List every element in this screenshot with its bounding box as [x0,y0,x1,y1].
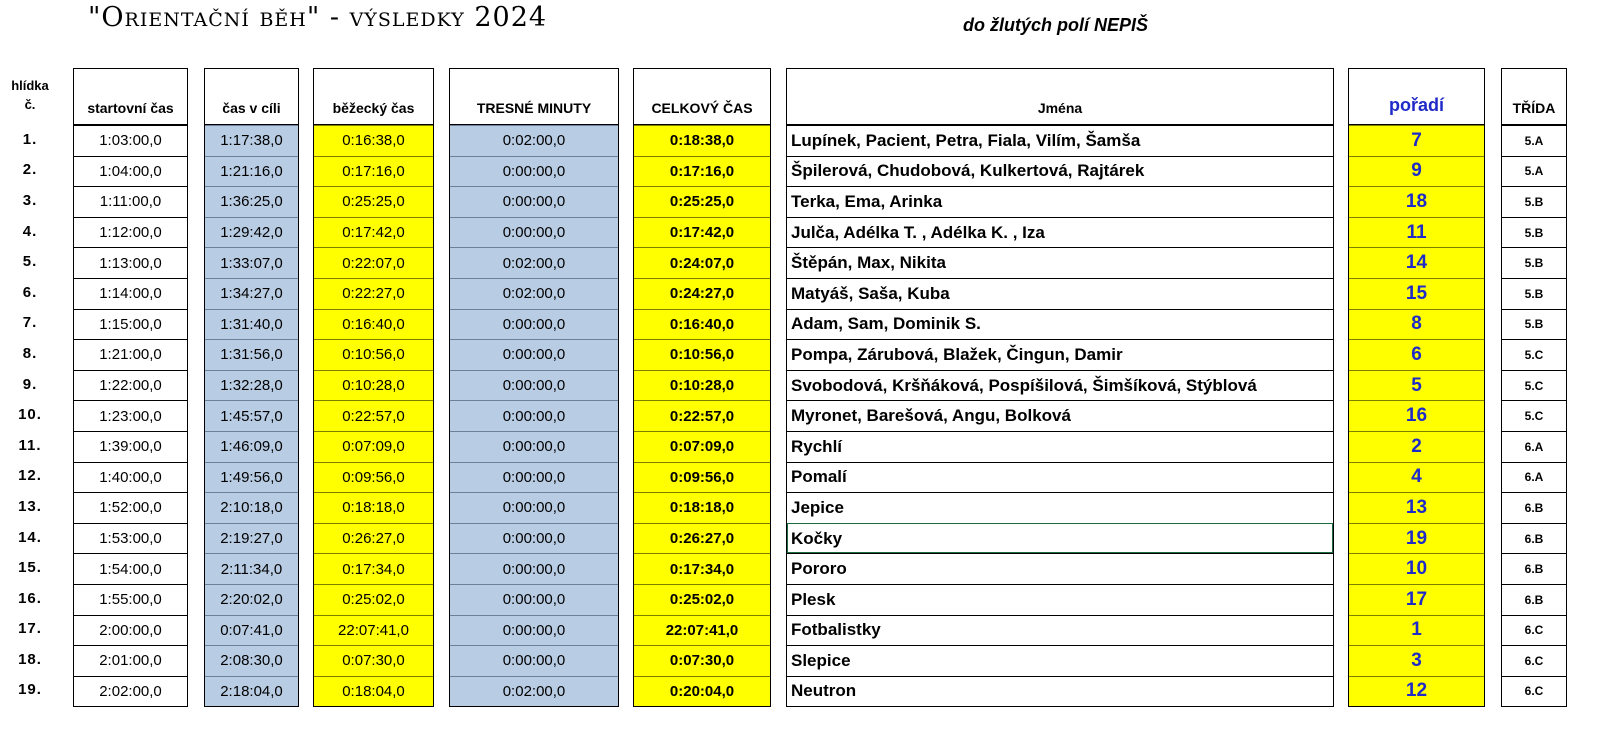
cell-num[interactable]: 14. [18,528,42,546]
cell-run[interactable]: 0:18:18,0 [314,492,433,523]
cell-start[interactable]: 1:04:00,0 [74,156,187,187]
cell-rank[interactable]: 13 [1349,492,1484,523]
cell-penalty[interactable]: 0:00:00,0 [450,217,618,248]
cell-finish[interactable]: 1:33:07,0 [205,247,298,278]
column-rank [1348,68,1485,707]
cell-class[interactable]: 6.C [1502,645,1566,676]
cell-total[interactable]: 0:17:42,0 [634,217,770,248]
cell-class[interactable]: 6.A [1502,462,1566,493]
cell-names[interactable]: Neutron [787,676,1333,707]
cell-class[interactable]: 5.B [1502,309,1566,340]
cell-num[interactable]: 5. [22,253,38,271]
cell-rank[interactable]: 12 [1349,676,1484,707]
cell-num[interactable]: 11. [18,436,42,454]
cell-num[interactable]: 2. [22,161,38,179]
cell-class[interactable]: 6.B [1502,492,1566,523]
cell-names[interactable]: Adam, Sam, Dominik S. [787,309,1333,340]
cell-start[interactable]: 2:01:00,0 [74,645,187,676]
cell-rank[interactable]: 4 [1349,462,1484,493]
column-start-time [73,68,188,707]
cell-names[interactable]: Rychlí [787,431,1333,462]
header-run-time: běžecký čas [313,68,434,124]
cell-finish[interactable]: 2:10:18,0 [205,492,298,523]
header-patrol-number [2,68,58,124]
cell-penalty[interactable]: 0:02:00,0 [450,125,618,156]
cell-num[interactable]: 13. [18,497,42,515]
cell-start[interactable]: 1:03:00,0 [74,125,187,156]
cell-class[interactable]: 5.C [1502,370,1566,401]
cell-penalty[interactable]: 0:00:00,0 [450,584,618,615]
cell-rank[interactable]: 1 [1349,615,1484,646]
header-names: Jména [786,68,1334,124]
cell-total[interactable]: 0:26:27,0 [634,523,770,554]
cell-run[interactable]: 0:25:25,0 [314,186,433,217]
header-penalty: TRESNÉ MINUTY [449,68,619,124]
cell-finish[interactable]: 1:36:25,0 [205,186,298,217]
cell-start[interactable]: 1:39:00,0 [74,431,187,462]
page-title: "Orientační běh" - výsledky 2024 [88,2,548,33]
cell-class[interactable]: 5.B [1502,186,1566,217]
cell-class[interactable]: 6.C [1502,615,1566,646]
header-start-time: startovní čas [73,68,188,124]
cell-class[interactable]: 5.C [1502,400,1566,431]
cell-run[interactable]: 0:25:02,0 [314,584,433,615]
cell-num[interactable]: 18. [18,650,42,668]
cell-finish[interactable]: 1:46:09,0 [205,431,298,462]
cell-run[interactable]: 0:18:04,0 [314,676,433,707]
cell-names[interactable]: Lupínek, Pacient, Petra, Fiala, Vilím, Šamša [787,125,1333,156]
cell-start[interactable]: 1:13:00,0 [74,247,187,278]
cell-rank[interactable]: 14 [1349,247,1484,278]
cell-names[interactable]: Fotbalistky [787,615,1333,646]
cell-total[interactable]: 0:22:57,0 [634,400,770,431]
cell-run[interactable]: 22:07:41,0 [314,615,433,646]
cell-run[interactable]: 0:09:56,0 [314,462,433,493]
cell-start[interactable]: 2:02:00,0 [74,676,187,707]
cell-total[interactable]: 0:17:34,0 [634,553,770,584]
cell-finish[interactable]: 1:31:40,0 [205,309,298,340]
cell-names[interactable]: Jepice [787,492,1333,523]
cell-names[interactable]: Plesk [787,584,1333,615]
cell-num[interactable]: 16. [18,589,42,607]
cell-rank[interactable]: 7 [1349,125,1484,156]
cell-class[interactable]: 6.B [1502,553,1566,584]
cell-finish[interactable]: 1:49:56,0 [205,462,298,493]
cell-rank[interactable]: 16 [1349,400,1484,431]
cell-finish[interactable]: 2:19:27,0 [205,523,298,554]
cell-rank[interactable]: 8 [1349,309,1484,340]
cell-class[interactable]: 5.A [1502,125,1566,156]
cell-total[interactable]: 0:10:56,0 [634,339,770,370]
cell-run[interactable]: 0:16:40,0 [314,309,433,340]
column-patrol-number [2,68,58,705]
cell-penalty[interactable]: 0:00:00,0 [450,645,618,676]
cell-total[interactable]: 0:16:40,0 [634,309,770,340]
cell-names[interactable]: Pororo [787,553,1333,584]
cell-penalty[interactable]: 0:00:00,0 [450,186,618,217]
cell-names[interactable]: Kočky [787,523,1333,554]
header-class: TŘÍDA [1501,68,1567,124]
cell-total[interactable]: 0:18:38,0 [634,125,770,156]
cell-start[interactable]: 2:00:00,0 [74,615,187,646]
cell-class[interactable]: 5.B [1502,217,1566,248]
column-names [786,68,1334,707]
cell-start[interactable]: 1:54:00,0 [74,553,187,584]
cell-run[interactable]: 0:07:09,0 [314,431,433,462]
cell-run[interactable]: 0:16:38,0 [314,125,433,156]
instruction-note: do žlutých polí NEPIŠ [963,15,1149,35]
header-total-time: CELKOVÝ ČAS [633,68,771,124]
cell-names[interactable]: Svobodová, Kršňáková, Pospíšilová, Šimšíková, Stýblová [787,370,1333,401]
cell-run[interactable]: 0:10:28,0 [314,370,433,401]
cell-finish[interactable]: 1:21:16,0 [205,156,298,187]
column-finish-time [204,68,299,707]
cell-total[interactable]: 0:07:30,0 [634,645,770,676]
cell-total[interactable]: 22:07:41,0 [634,615,770,646]
cell-start[interactable]: 1:40:00,0 [74,462,187,493]
cell-penalty[interactable]: 0:02:00,0 [450,247,618,278]
cell-rank[interactable]: 11 [1349,217,1484,248]
cell-names[interactable]: Pomalí [787,462,1333,493]
cell-run[interactable]: 0:22:57,0 [314,400,433,431]
cell-rank[interactable]: 9 [1349,156,1484,187]
header-patrol-line2: č. [24,97,36,112]
cell-finish[interactable]: 2:11:34,0 [205,553,298,584]
cell-rank[interactable]: 17 [1349,584,1484,615]
cell-rank[interactable]: 10 [1349,553,1484,584]
cell-penalty[interactable]: 0:00:00,0 [450,400,618,431]
cell-finish[interactable]: 2:18:04,0 [205,676,298,707]
cell-class[interactable]: 5.A [1502,156,1566,187]
cell-total[interactable]: 0:10:28,0 [634,370,770,401]
cell-run[interactable]: 0:07:30,0 [314,645,433,676]
cell-num[interactable]: 7. [22,314,38,332]
cell-start[interactable]: 1:21:00,0 [74,339,187,370]
cell-names[interactable]: Pompa, Zárubová, Blažek, Čingun, Damir [787,339,1333,370]
cell-penalty[interactable]: 0:00:00,0 [450,370,618,401]
cell-rank[interactable]: 15 [1349,278,1484,309]
header-rank: pořadí [1348,68,1485,124]
cell-names[interactable]: Štěpán, Max, Nikita [787,247,1333,278]
cell-num[interactable]: 4. [22,222,38,240]
cell-penalty[interactable]: 0:00:00,0 [450,523,618,554]
cell-num[interactable]: 10. [18,406,42,424]
cell-total[interactable]: 0:07:09,0 [634,431,770,462]
cell-class[interactable]: 6.B [1502,584,1566,615]
header-patrol-line1: hlídka [11,78,49,94]
cell-num[interactable]: 12. [18,467,42,485]
cell-penalty[interactable]: 0:00:00,0 [450,309,618,340]
cell-start[interactable]: 1:15:00,0 [74,309,187,340]
cell-total[interactable]: 0:09:56,0 [634,462,770,493]
cell-finish[interactable]: 1:32:28,0 [205,370,298,401]
column-total-time [633,68,771,707]
cell-start[interactable]: 1:11:00,0 [74,186,187,217]
cell-names[interactable]: Myronet, Barešová, Angu, Bolková [787,400,1333,431]
cell-start[interactable]: 1:23:00,0 [74,400,187,431]
cell-penalty[interactable]: 0:00:00,0 [450,339,618,370]
cell-total[interactable]: 0:24:07,0 [634,247,770,278]
cell-class[interactable]: 5.C [1502,339,1566,370]
cell-start[interactable]: 1:12:00,0 [74,217,187,248]
cell-run[interactable]: 0:26:27,0 [314,523,433,554]
cell-num[interactable]: 8. [22,344,38,362]
cell-num[interactable]: 9. [22,375,38,393]
cell-penalty[interactable]: 0:00:00,0 [450,156,618,187]
cell-num[interactable]: 3. [22,191,38,209]
header-finish-time: čas v cíli [204,68,299,124]
cell-class[interactable]: 5.B [1502,278,1566,309]
cell-num[interactable]: 15. [18,559,42,577]
cell-class[interactable]: 6.A [1502,431,1566,462]
cell-rank[interactable]: 2 [1349,431,1484,462]
cell-names[interactable]: Terka, Ema, Arinka [787,186,1333,217]
column-run-time [313,68,434,707]
cell-penalty[interactable]: 0:00:00,0 [450,492,618,523]
cell-start[interactable]: 1:53:00,0 [74,523,187,554]
cell-num[interactable]: 19. [18,681,42,699]
cell-finish[interactable]: 1:34:27,0 [205,278,298,309]
cell-names[interactable]: Julča, Adélka T. , Adélka K. , Iza [787,217,1333,248]
cell-penalty[interactable]: 0:00:00,0 [450,615,618,646]
cell-class[interactable]: 5.B [1502,247,1566,278]
cell-finish[interactable]: 1:29:42,0 [205,217,298,248]
cell-rank[interactable]: 18 [1349,186,1484,217]
column-class [1501,68,1567,707]
cell-start[interactable]: 1:52:00,0 [74,492,187,523]
cell-penalty[interactable]: 0:00:00,0 [450,431,618,462]
cell-total[interactable]: 0:17:16,0 [634,156,770,187]
cell-run[interactable]: 0:17:34,0 [314,553,433,584]
cell-names[interactable]: Matyáš, Saša, Kuba [787,278,1333,309]
cell-total[interactable]: 0:25:25,0 [634,186,770,217]
cell-penalty[interactable]: 0:00:00,0 [450,553,618,584]
cell-finish[interactable]: 0:07:41,0 [205,615,298,646]
cell-run[interactable]: 0:17:42,0 [314,217,433,248]
cell-penalty[interactable]: 0:02:00,0 [450,278,618,309]
cell-penalty[interactable]: 0:00:00,0 [450,462,618,493]
cell-num[interactable]: 17. [18,620,42,638]
cell-rank[interactable]: 19 [1349,523,1484,554]
cell-penalty[interactable]: 0:02:00,0 [450,676,618,707]
cell-finish[interactable]: 1:31:56,0 [205,339,298,370]
cell-names[interactable]: Špilerová, Chudobová, Kulkertová, Rajtárek [787,156,1333,187]
cell-names[interactable]: Slepice [787,645,1333,676]
cell-start[interactable]: 1:22:00,0 [74,370,187,401]
cell-start[interactable]: 1:55:00,0 [74,584,187,615]
cell-total[interactable]: 0:20:04,0 [634,676,770,707]
cell-num[interactable]: 1. [22,130,38,148]
cell-start[interactable]: 1:14:00,0 [74,278,187,309]
cell-total[interactable]: 0:25:02,0 [634,584,770,615]
cell-finish[interactable]: 1:45:57,0 [205,400,298,431]
cell-class[interactable]: 6.C [1502,676,1566,707]
column-penalty [449,68,619,707]
cell-total[interactable]: 0:18:18,0 [634,492,770,523]
cell-finish[interactable]: 2:20:02,0 [205,584,298,615]
cell-class[interactable]: 6.B [1502,523,1566,554]
cell-run[interactable]: 0:17:16,0 [314,156,433,187]
cell-finish[interactable]: 1:17:38,0 [205,125,298,156]
cell-run[interactable]: 0:10:56,0 [314,339,433,370]
cell-rank[interactable]: 6 [1349,339,1484,370]
cell-num[interactable]: 6. [22,283,38,301]
cell-total[interactable]: 0:24:27,0 [634,278,770,309]
cell-rank[interactable]: 3 [1349,645,1484,676]
cell-finish[interactable]: 2:08:30,0 [205,645,298,676]
cell-run[interactable]: 0:22:07,0 [314,247,433,278]
cell-rank[interactable]: 5 [1349,370,1484,401]
cell-run[interactable]: 0:22:27,0 [314,278,433,309]
